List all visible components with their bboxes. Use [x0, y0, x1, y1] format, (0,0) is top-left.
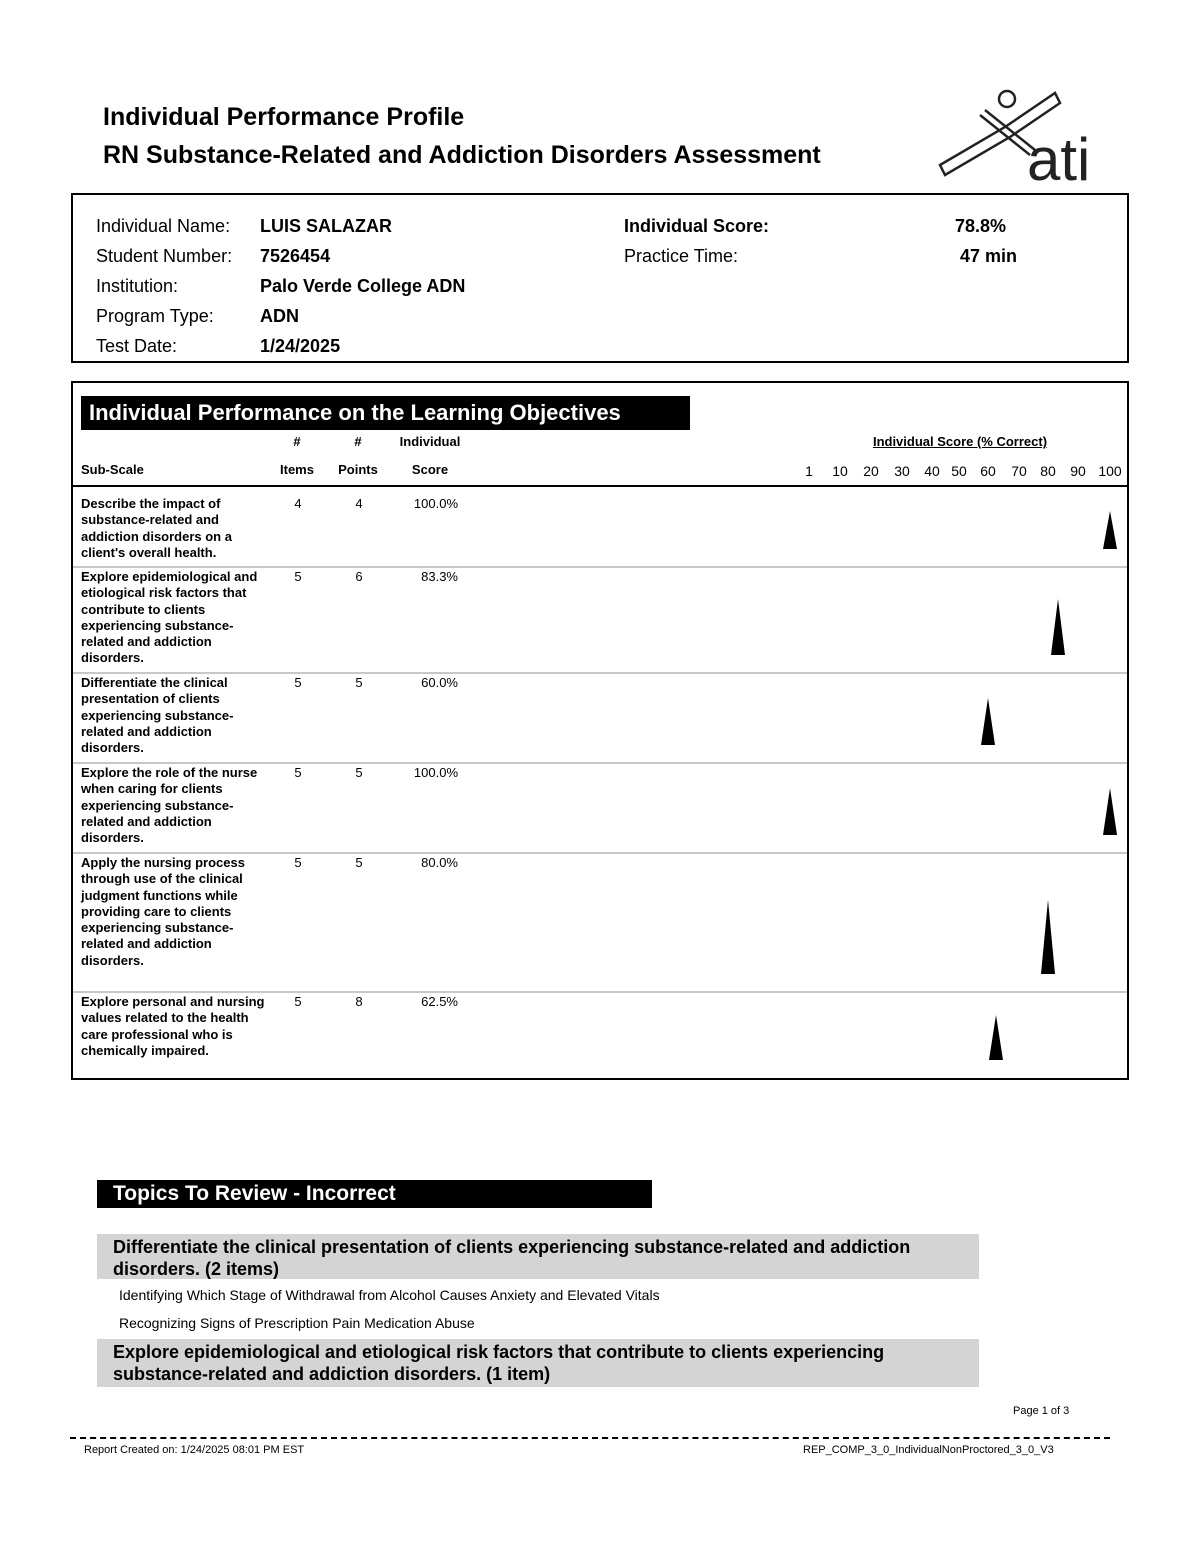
- score-header-top: Individual: [399, 434, 461, 449]
- topic-item: Recognizing Signs of Prescription Pain Medication Abuse: [119, 1315, 475, 1331]
- scale-tick-label: 80: [1040, 463, 1056, 479]
- scale-tick-label: 100: [1098, 463, 1122, 479]
- page-number: Page 1 of 3: [1013, 1405, 1070, 1417]
- subscale-name: Differentiate the clinical presentation of clients experiencing substance-related and addiction disorders.: [81, 675, 234, 756]
- student-number-label: Student Number:: [96, 246, 233, 266]
- scale-tick-label: 1: [805, 463, 813, 479]
- student-number-value: 7526454: [260, 246, 331, 266]
- topic-heading: Explore epidemiological and etiological risk factors that contribute to clients experiencing substance-related and addiction disorders. (1 item): [97, 1339, 979, 1387]
- items-header: Items: [280, 462, 314, 477]
- test-date-label: Test Date:: [96, 336, 178, 356]
- individual-score-value: 78.8%: [955, 216, 1007, 236]
- points-header-symbol: #: [354, 434, 362, 449]
- score-marker: [1103, 788, 1117, 835]
- score-marker: [1103, 511, 1117, 549]
- topic-item: Identifying Which Stage of Withdrawal from Alcohol Causes Anxiety and Elevated Vitals: [119, 1287, 660, 1303]
- individual-score: 100.0%: [413, 765, 458, 780]
- program-type-value: ADN: [260, 306, 299, 326]
- page-title: Individual Performance Profile: [103, 103, 465, 131]
- row-divider: [73, 762, 1127, 764]
- practice-time-label: Practice Time:: [624, 246, 739, 266]
- topic-heading: Differentiate the clinical presentation of clients experiencing substance-related and addiction disorders. (2 items): [97, 1234, 979, 1279]
- institution-label: Institution:: [96, 276, 179, 296]
- points-count: 5: [355, 675, 363, 690]
- scale-tick-label: 30: [894, 463, 910, 479]
- items-count: 5: [294, 675, 302, 690]
- name-value: LUIS SALAZAR: [260, 216, 392, 236]
- score-marker: [981, 698, 995, 745]
- individual-score: 83.3%: [421, 569, 458, 584]
- items-header-symbol: #: [293, 434, 301, 449]
- individual-score: 100.0%: [413, 496, 458, 511]
- score-marker: [1051, 599, 1065, 655]
- individual-score: 62.5%: [421, 994, 458, 1009]
- assessment-title: RN Substance-Related and Addiction Disorders Assessment: [103, 141, 821, 169]
- subscale-name: Describe the impact of substance-related and addiction disorders on a client's overall health.: [81, 496, 232, 560]
- row-divider: [73, 672, 1127, 674]
- learning-objectives-title: Individual Performance on the Learning Objectives: [81, 396, 690, 430]
- report-created: Report Created on: 1/24/2025 08:01 PM EST: [84, 1444, 305, 1456]
- row-divider: [73, 852, 1127, 854]
- score-header: Score: [411, 462, 449, 477]
- institution-value: Palo Verde College ADN: [260, 276, 466, 296]
- items-count: 5: [294, 994, 302, 1009]
- individual-score: 80.0%: [421, 855, 458, 870]
- points-header: Points: [338, 462, 378, 477]
- scale-tick-label: 40: [924, 463, 940, 479]
- scale-tick-label: 20: [863, 463, 879, 479]
- scale-title: Individual Score (% Correct): [872, 434, 1048, 449]
- program-type-label: Program Type:: [96, 306, 214, 326]
- practice-time-value: 47 min: [960, 246, 1018, 266]
- score-marker: [989, 1015, 1003, 1060]
- scale-tick-label: 60: [980, 463, 996, 479]
- points-count: 5: [355, 765, 363, 780]
- subscale-header: Sub-Scale: [81, 462, 144, 477]
- individual-score-label: Individual Score:: [624, 216, 770, 236]
- scale-tick-label: 90: [1070, 463, 1086, 479]
- individual-score: 60.0%: [421, 675, 458, 690]
- items-count: 5: [294, 569, 302, 584]
- topics-title: Topics To Review - Incorrect: [97, 1180, 652, 1208]
- svg-text:ati: ati: [1027, 126, 1091, 185]
- scale-tick-label: 70: [1011, 463, 1027, 479]
- items-count: 5: [294, 855, 302, 870]
- items-count: 4: [294, 496, 302, 511]
- points-count: 6: [355, 569, 363, 584]
- ati-logo: [935, 85, 1105, 185]
- points-count: 8: [355, 994, 363, 1009]
- score-marker: [1041, 900, 1055, 974]
- scale-tick-label: 10: [832, 463, 848, 479]
- header-divider: [73, 485, 1127, 487]
- subscale-name: Apply the nursing process through use of the clinical judgment functions while providing care to clients experiencing substance-related and addiction disorders.: [81, 855, 245, 968]
- scale-tick-label: 50: [951, 463, 967, 479]
- name-label: Individual Name:: [96, 216, 231, 236]
- test-date-value: 1/24/2025: [260, 336, 341, 356]
- subscale-name: Explore epidemiological and etiological risk factors that contribute to clients experiencing substance-related and addiction disorders.: [81, 569, 258, 666]
- row-divider: [73, 566, 1127, 568]
- items-count: 5: [294, 765, 302, 780]
- points-count: 4: [355, 496, 363, 511]
- footer-divider: [70, 1437, 1110, 1439]
- report-code: REP_COMP_3_0_IndividualNonProctored_3_0_V3: [803, 1444, 1054, 1456]
- subscale-name: Explore the role of the nurse when caring for clients experiencing substance-related and addiction disorders.: [81, 765, 258, 846]
- row-divider: [73, 991, 1127, 993]
- subscale-name: Explore personal and nursing values related to the health care professional who is chemically impaired.: [81, 994, 265, 1058]
- points-count: 5: [355, 855, 363, 870]
